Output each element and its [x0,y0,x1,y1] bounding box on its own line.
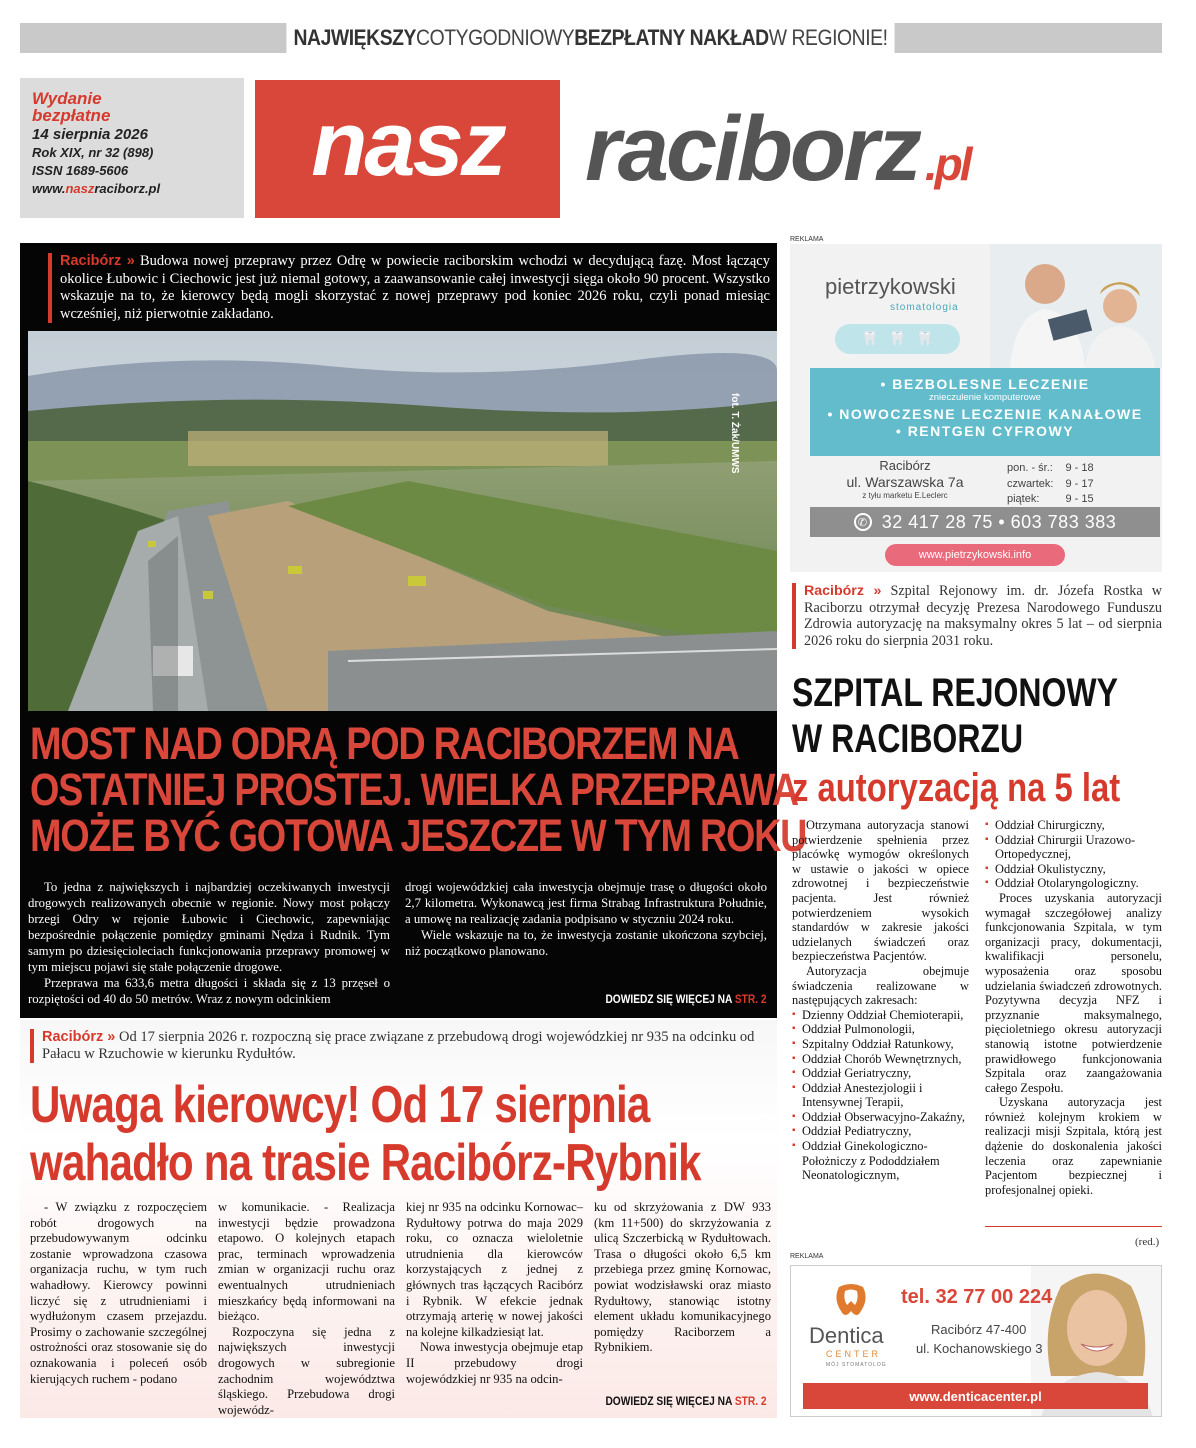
ad-label: REKLAMA [790,1253,824,1260]
dental-services-band: • BEZBOLESNE LECZENIE znieczulenie komputerowe • NOWOCZESNE LECZENIE KANAŁOWE • RENTGEN CYFROWY [810,368,1160,456]
hospital-col-2: ▪ Oddział Chirurgiczny, ▪ Oddział Chirurgii Urazowo-Ortopedycznej, ▪ Oddział Okulistyczny, ▪ Oddział Otolaryngologiczny. Proces uzyskania autoryzacji wymagał szczegółowej analizy funkcjonowania Szpitala, w tym organizacji pracy, dokumentacji, kwalifikacji personelu, wyposażenia oraz sposobu udzielania świadczeń zdrowotnych. Pozytywna decyzja NFZ i przyznanie maksymalnego, pięcioletniego okresu autoryzacji stanowią istotne potwierdzenie prawidłowego funkcjonowania Szpitala oraz zaangażowania całego Zespołu. Uzyskana autoryzacja jest również kolejnym krokiem w realizacji misji Szpitala, którą jest dążenie do doskonalenia jakości leczenia oraz zapewnianie Pacjentom bezpiecznej i profesjonalnej opieki. [985,818,1162,1197]
tooth-icon: 🦷 [888,331,907,347]
dental-address: Racibórz ul. Warszawska 7a z tyłu marketu E.Leclerc [846,458,964,500]
dental-advert[interactable] [790,244,1162,572]
divider [985,1226,1162,1227]
list-item: ▪ Oddział Geriatryczny, [792,1066,969,1081]
ward-list-left [792,1008,969,1183]
logo-nasz: nasz [311,92,504,195]
issue-volume: Rok XIX, nr 32 (898) [32,145,154,160]
bridge-construction-photo [28,331,777,711]
hospital-story-lead: Racibórz » Szpital Rejonowy im. dr. Józefa Rostka w Raciborzu otrzymał decyzję Prezesa Narodowego Funduszu Zdrowia autoryzację na maksymalny okres 5 lat – od sierpnia 2026 roku do sierpnia 2031 roku. [792,583,1162,649]
dentica-phone[interactable]: tel. 32 77 00 224 [901,1286,1053,1308]
author-signature: (red.) [1135,1236,1160,1248]
dentica-brand: Dentica [809,1323,884,1348]
hospital-title: SZPITAL REJONOWY W RACIBORZU [792,671,1118,761]
edition-label: Wydanie bezpłatne [32,89,111,125]
list-item: ▪ Szpitalny Oddział Ratunkowy, [792,1037,969,1052]
website-link[interactable]: www.naszraciborz.pl [32,181,161,196]
phone-icon: ✆ [854,513,872,531]
kicker: Racibórz » [60,253,135,269]
list-item: ▪ Oddział Otolaryngologiczny. [985,876,1162,891]
photo-illustration [28,331,777,711]
tooth-icon: 🦷 [861,331,879,347]
main-story-bridge [20,243,807,1018]
tooth-icon: 🦷 [916,331,934,347]
road-col-3: kiej nr 935 na odcinku Kornowac–Rydułtowy potrwa do maja 2029 roku, co oznacza wieloletnie utrudnienia dla kierowców korzystających z jednej z głównych tras łączących Racibórz i Rybnik. W efekcie jednak otrzymają arterię w nowej jakości na kolejne kilkadziesiąt lat. Nowa inwestycja obejmuje etap II przebudowy drogi wojewódzkiej nr 935 na odcin- [406,1200,583,1386]
dentica-website-link[interactable]: www.denticacenter.pl [803,1383,1148,1409]
main-body-right: drogi wojewódzkiej cała inwestycja obejmuje trasę o długości około 2,7 kilometra. Wykonawcą jest firma Strabag Infrastruktura Południe, a umowę na realizację zadania podpisano w styczniu 2024 roku. Wiele wskazuje na to, że inwestycja zostanie ukończona szybciej, niż początkowo planowano. [405,880,767,958]
dental-icons [835,324,960,354]
tagline: NAJWIĘKSZY COTYGODNIOWY BEZPŁATNY NAKŁAD W REGIONIE! [287,23,895,53]
list-item: ▪ Oddział Chorób Wewnętrznych, [792,1052,969,1067]
kicker: Racibórz » [42,1029,116,1045]
issue-date: 14 sierpnia 2026 [32,126,148,143]
main-body-left: To jedna z największych i najbardziej oczekiwanych inwestycji drogowych realizowanych obecnie w regionie. Nowy most połączy brzegi Odry w rejonie Łubowic i Ciechowic, zapewniając bezpośrednie połączenie pomiędzy gminami Nędza i Rudnik. Tym samym po dziesięcioleciach funkcjonowania przeprawy promowej w tym miejscu pojawi się stałe połączenie drogowe. Przeprawa ma 633,6 metra długości i składa się z 13 przęseł o rozpiętości od 40 do 50 metrów. Wraz z nowym odcinkiem [28,880,390,1006]
photo-credit: fot. T. Żak/UMWS [729,393,740,474]
list-item: ▪ Oddział Anestezjologii i Intensywnej Terapii, [792,1081,969,1110]
dentica-logo-icon [831,1281,871,1321]
ad-label: REKLAMA [790,236,824,243]
dental-opening-hours: pon. - śr.: 9 - 18 czwartek: 9 - 17 piątek: 9 - 15 [1007,462,1094,505]
dental-phone[interactable]: ✆ 32 417 28 75 • 603 783 383 [810,507,1160,537]
list-item: ▪ Oddział Obserwacyjno-Zakaźny, [792,1110,969,1125]
dentist-photo [990,244,1162,368]
main-read-more-link[interactable]: DOWIEDZ SIĘ WIĘCEJ NA STR. 2 [605,992,767,1006]
road-col-4: ku od skrzyżowania z DW 933 (km 11+500) do skrzyżowania z ulicą Szczerbicką w Rydułtowach. Trasa o długości około 6,5 km przebiega przez gminę Kornowac, powiat wodzisławski oraz miasto Rydułtowy, stanowiąc istotny element układu komunikacyjnego pomiędzy Raciborzem a Rybnikiem. [594,1200,771,1355]
dentica-advert[interactable] [790,1265,1162,1417]
list-item: ▪ Oddział Chirurgiczny, [985,818,1162,833]
main-headline: MOST NAD ODRĄ POD RACIBORZEM NA OSTATNIEJ PROSTEJ. WIELKA PRZEPRAWA MOŻE BYĆ GOTOWA JESZCZE W TYM ROKU [30,718,807,861]
hospital-subtitle: z autoryzacją na 5 lat [792,766,1121,810]
list-item: ▪ Dzienny Oddział Chemioterapii, [792,1008,969,1023]
list-item: ▪ Oddział Ginekologiczno-Położniczy z Pododdziałem Neonatologicznym, [792,1139,969,1183]
ward-list-right [985,818,1162,891]
list-item: ▪ Oddział Pulmonologii, [792,1022,969,1037]
list-item: ▪ Oddział Pediatryczny, [792,1124,969,1139]
logo-raciborz: raciborz .pl [585,97,970,200]
dental-website-link[interactable]: www.pietrzykowski.info [885,544,1065,566]
logo-pl: .pl [924,138,970,190]
dental-logo-sub: stomatologia [890,302,959,313]
issn: ISSN 1689-5606 [32,163,129,178]
dental-logo: pietrzykowski [825,274,956,299]
logo-nasz-box [255,80,560,218]
road-col-2: w komunikacie. - Realizacja inwestycji będzie prowadzona etapowo. O kolejnych etapach prac, terminach wprowadzenia zmian w organizacji ruchu oraz ewentualnych utrudnieniach mieszkańcy będą informowani na bieżąco. Rozpoczyna się jedna z największych inwestycji drogowych w subregionie zachodnim województwa śląskiego. Przebudowa drogi wojewódz- [218,1200,395,1417]
road-headline: Uwaga kierowcy! Od 17 sierpnia wahadło na trasie Racibórz-Rybnik [30,1076,701,1192]
dentica-street: ul. Kochanowskiego 3 [916,1341,1043,1356]
list-item: ▪ Oddział Okulistyczny, [985,862,1162,877]
list-item: ▪ Oddział Chirurgii Urazowo-Ortopedycznej, [985,833,1162,862]
top-tagline-bar [20,23,1162,53]
dentica-city: Racibórz 47-400 [931,1322,1027,1337]
hospital-col-1: Otrzymana autoryzacja stanowi potwierdzenie spełnienia przez placówkę wymogów określonych w ustawie o jakości w opiece zdrowotnej i bezpieczeństwie pacjenta. Jest również potwierdzeniem wysokich standardów w zakresie jakości udzielanych świadczeń oraz bezpieczeństwa Pacjentów. Autoryzacja obejmuje świadczenia realizowane w następujących zakresach: ▪ Dzienny Oddział Chemioterapii, ▪ Oddział Pulmonologii, ▪ Szpitalny Oddział Ratunkowy, ▪ Oddział Chorób Wewnętrznych, ▪ Oddział Geriatryczny, ▪ Oddział Anestezjologii i Intensywnej Terapii, ▪ Oddział Obserwacyjno-Zakaźny, ▪ Oddział Pediatryczny, ▪ Oddział Ginekologiczno-Położniczy z Pododdziałem Neonatologicznym, [792,818,969,1183]
road-story-lead: Racibórz » Od 17 sierpnia 2026 r. rozpoczną się prace związane z przebudową drogi wojewódzkiej nr 935 na odcinku od Pałacu w Rzuchowie w kierunku Rydułtów. [30,1029,770,1063]
road-works-story [20,1020,777,1418]
issue-info-box [20,78,244,218]
road-read-more-link[interactable]: DOWIEDZ SIĘ WIĘCEJ NA STR. 2 [605,1394,767,1408]
road-col-1: - W związku z rozpoczęciem robót drogowych na przebudowywanym odcinku zostanie wprowadzona czasowa organizacja ruchu, w tym ruch wahadłowy. Kierowcy powinni liczyć się z utrudnieniami i wydłużonym czasem przejazdu. Prosimy o zachowanie szczególnej ostrożności oraz stosowanie się do oznakowania i poleceń osób kierujących ruchem - podano [30,1200,207,1386]
kicker: Racibórz » [804,583,882,599]
dentica-tagline: MÓJ STOMATOLOG [826,1362,887,1368]
dentica-center: CENTER [826,1349,882,1359]
main-story-lead: Racibórz » Budowa nowej przeprawy przez Odrę w powiecie raciborskim wchodzi w decydującą fazę. Most łączący okolice Łubowic i Ciechowic jest już niemal gotowy, a zaawansowanie całej inwestycji sięga około 90 procent. Wszystko wskazuje na to, że kierowcy będą mogli skorzystać z nowej przeprawy pod koniec 2026 roku, czyli ponad miesiąc wcześniej, niż pierwotnie zakładano. [48,253,770,323]
